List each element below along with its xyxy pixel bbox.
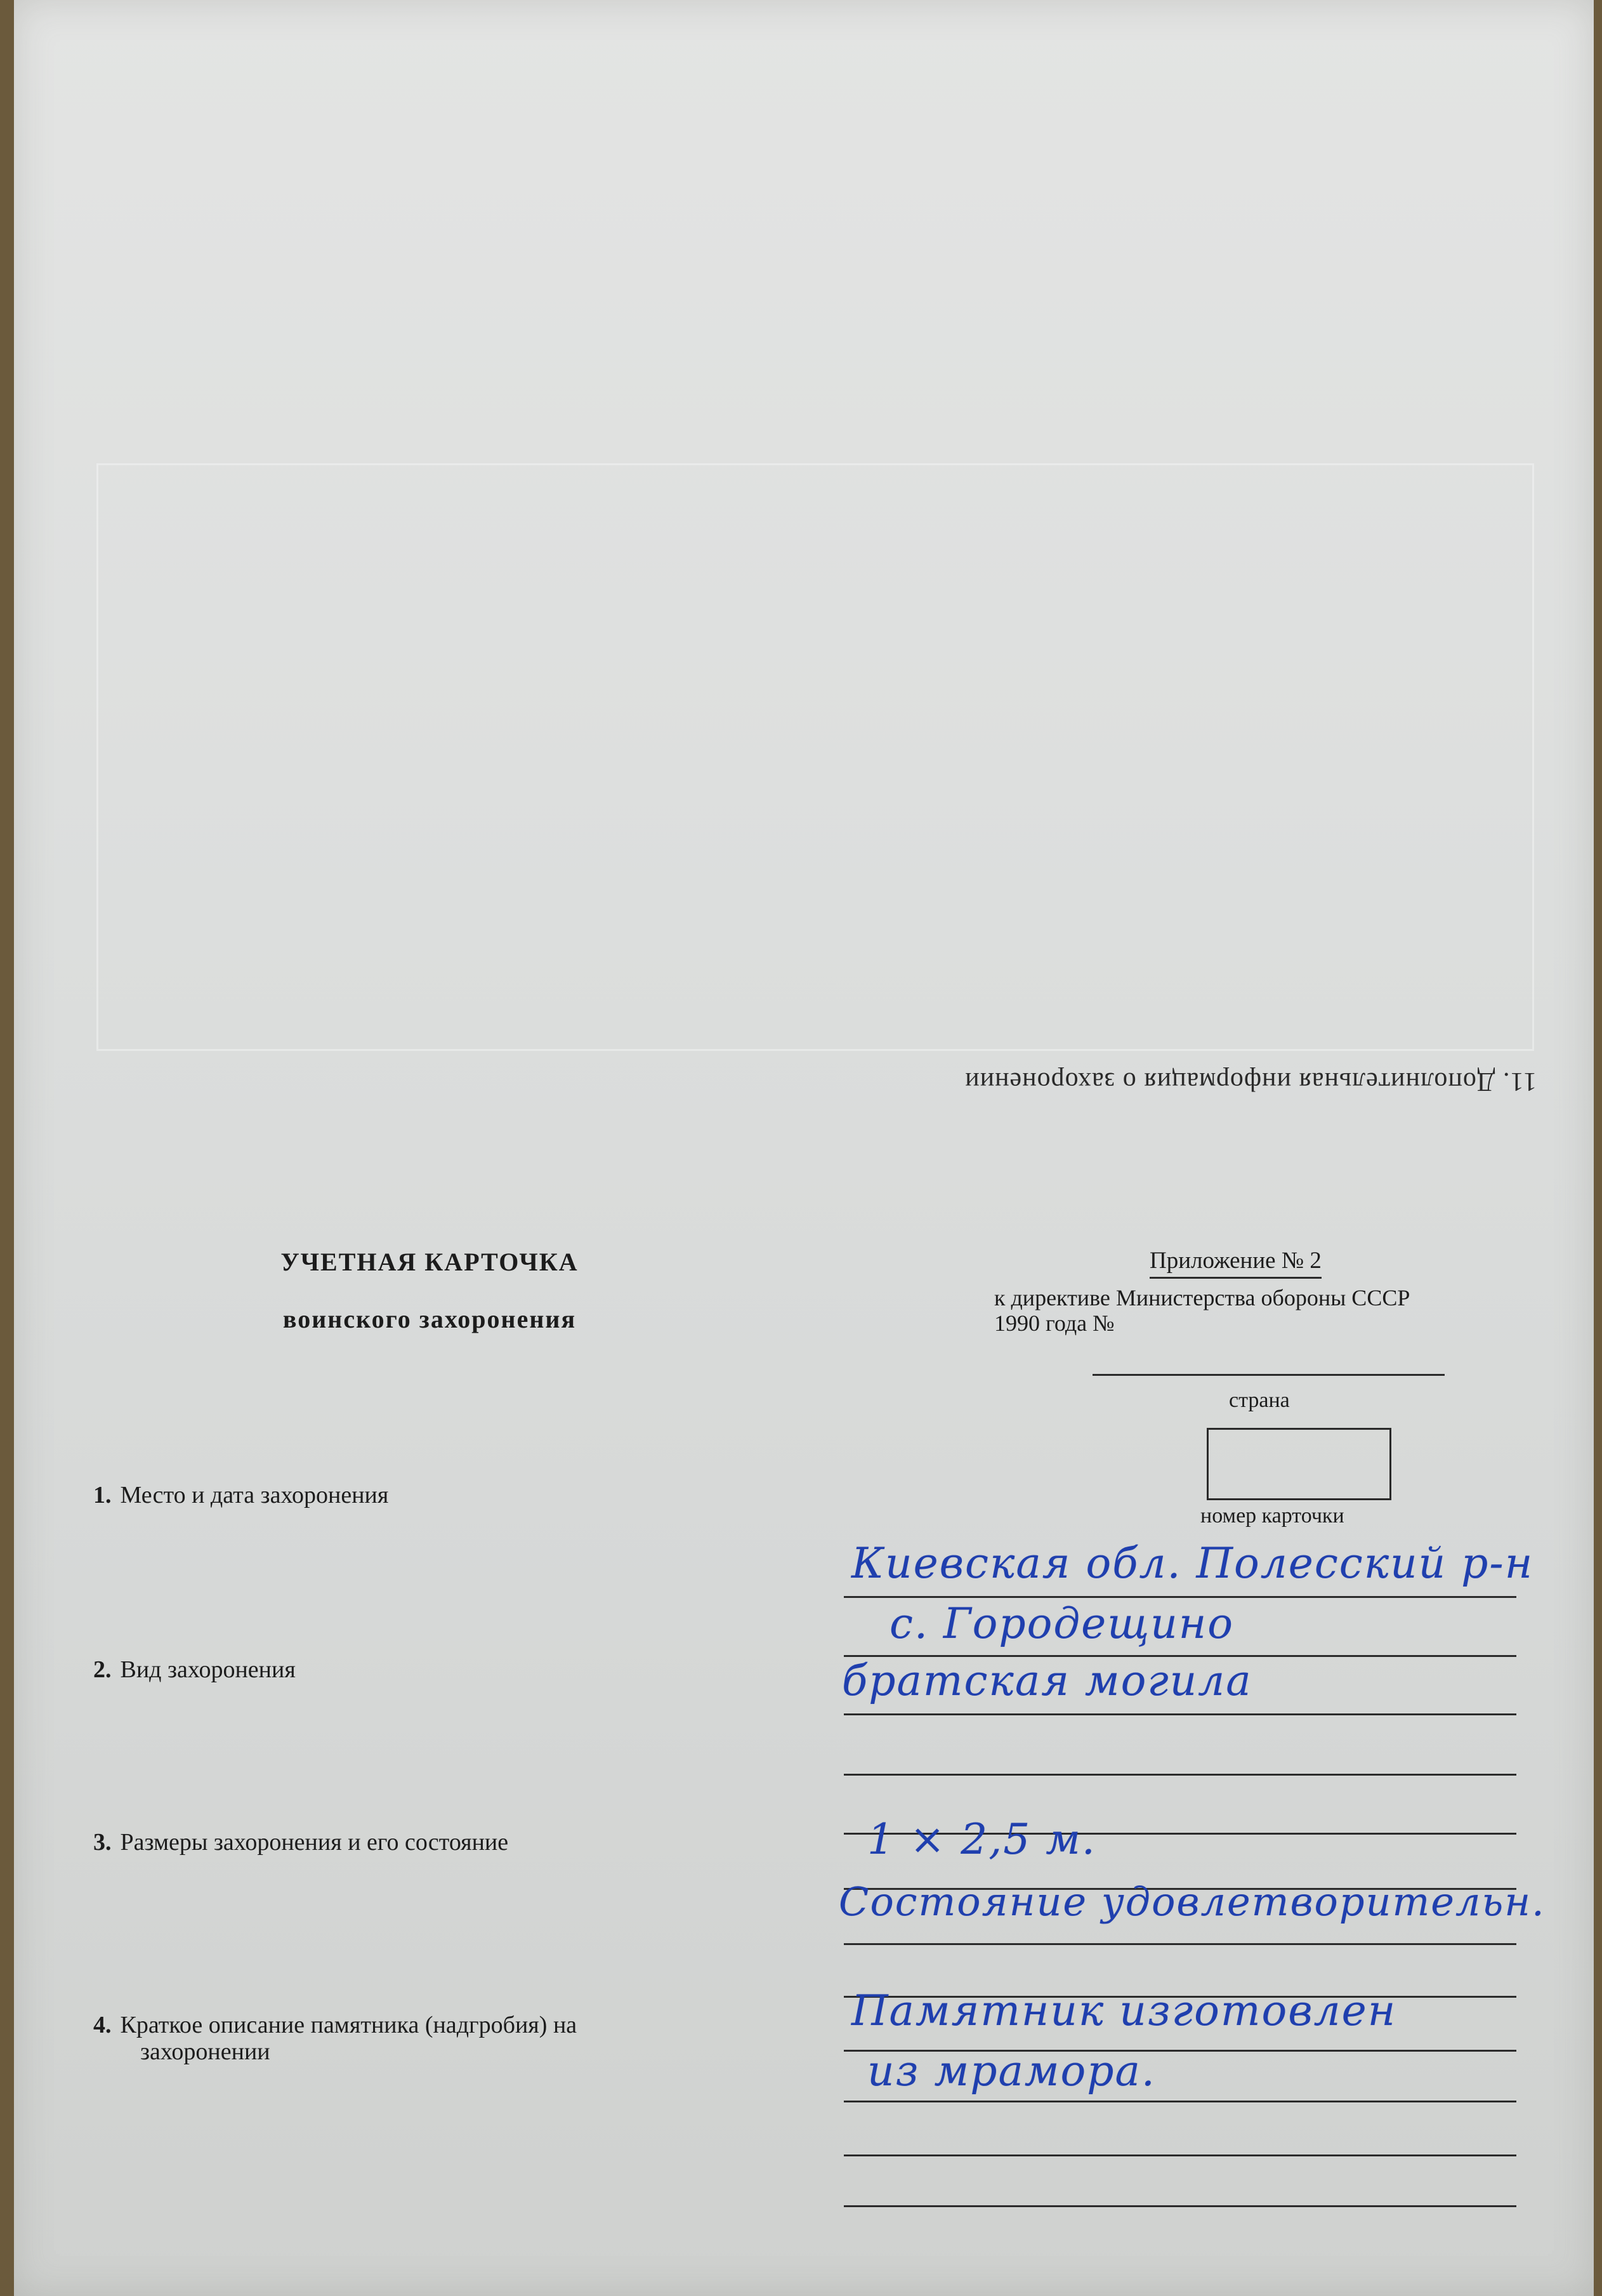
directive-line-2: 1990 года № [994,1310,1115,1336]
card-number-label: номер карточки [1200,1504,1344,1527]
field-2-label [93,1656,296,1683]
answer-line[interactable] [844,1596,1516,1598]
field-2-number: 2. [93,1656,112,1683]
field-1-number: 1. [93,1482,112,1508]
field-3-number: 3. [93,1829,112,1856]
handwritten-place-line-2: с. Городещино [890,1599,1235,1648]
handwritten-burial-type: братская могила [842,1656,1252,1705]
card-title: УЧЕТНАЯ КАРТОЧКА [280,1248,579,1276]
directive-line-1: к директиве Министерства обороны СССР [994,1285,1410,1310]
section-11-heading: 11. Дополнительная информация о захоронении [964,1067,1537,1096]
field-4-number: 4. [93,2012,112,2038]
field-3-label [93,1829,508,1856]
handwritten-place-line-1: Киевская обл. Полесский р-н [851,1539,1534,1588]
appendix-label: Приложение № 2 [1150,1247,1322,1279]
answer-line[interactable] [844,2154,1516,2156]
country-field[interactable] [1093,1374,1445,1376]
handwritten-size: 1 × 2,5 м. [867,1815,1096,1864]
field-4-text-line-2: захоронении [140,2038,270,2065]
card-subtitle: воинского захоронения [282,1305,577,1333]
field-3-text: Размеры захоронения и его состояние [120,1829,509,1856]
field-4-text-line-1: Краткое описание памятника (надгробия) на [120,2012,577,2038]
directive-text [994,1285,1502,1336]
answer-line[interactable] [844,2205,1516,2207]
answer-line[interactable] [844,1774,1516,1776]
answer-line[interactable] [844,1943,1516,1945]
field-1-text: Место и дата захоронения [120,1482,389,1508]
handwritten-condition: Состояние удовлетворительн. [839,1878,1546,1925]
handwritten-monument-line-2: из мрамора. [867,2047,1156,2095]
answer-line[interactable] [844,1713,1516,1715]
card-number-box[interactable] [1207,1428,1391,1500]
field-2-text: Вид захоронения [120,1656,296,1683]
country-label: страна [1229,1389,1290,1412]
answer-line[interactable] [844,2101,1516,2102]
faded-frame [96,463,1534,1051]
document-sheet [14,0,1594,2296]
field-4-label [93,2012,577,2065]
handwritten-monument-line-1: Памятник изготовлен [851,1986,1397,2035]
field-1-label [93,1482,388,1508]
